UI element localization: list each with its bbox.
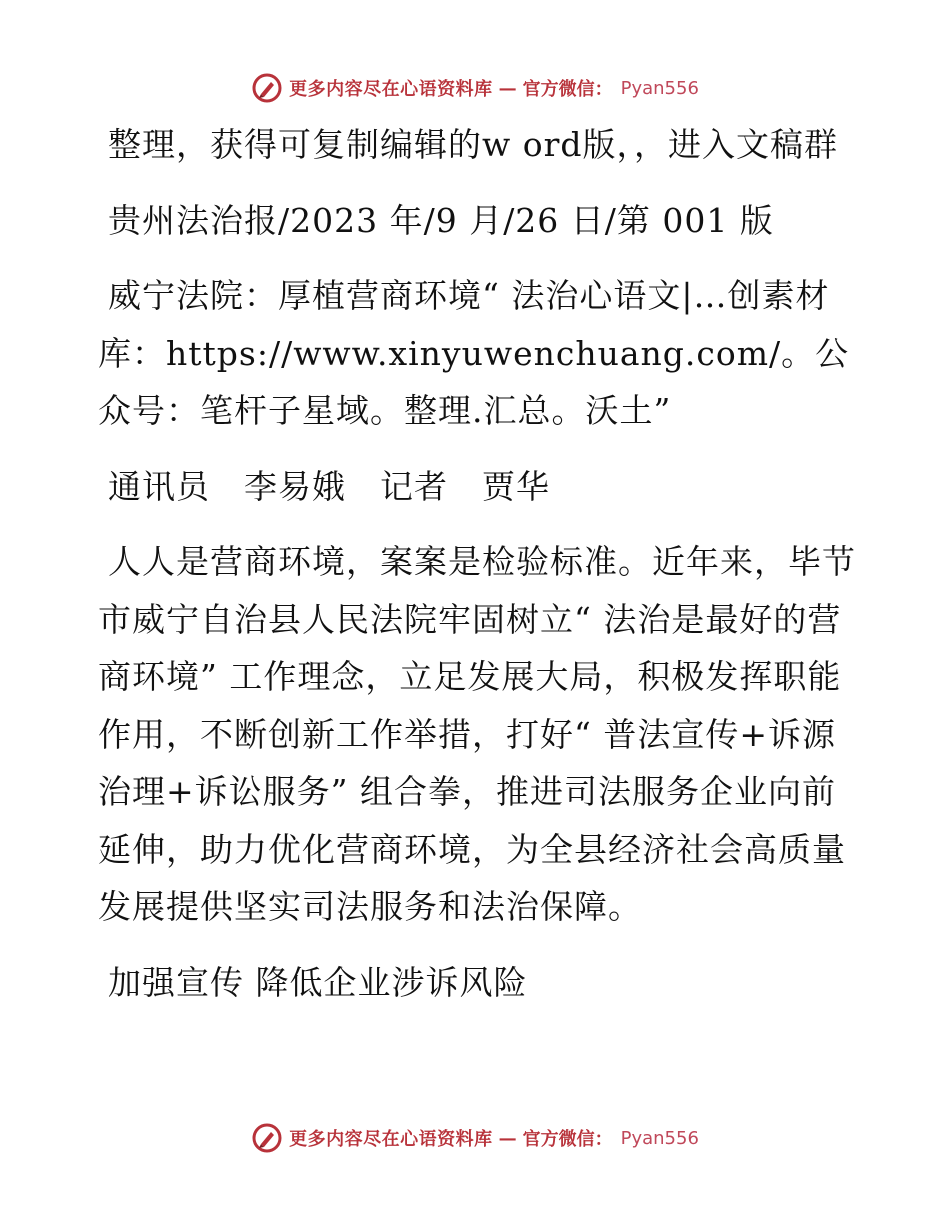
section-heading: 加强宣传 降低企业涉诉风险 — [108, 962, 528, 1002]
source-line: 贵州法治报/2023 年/9 月/26 日/第 001 版 — [108, 200, 774, 240]
banner-separator: — — [498, 77, 517, 99]
banner-wechat-label: 官方微信： — [522, 79, 613, 100]
banner-text: 更多内容尽在心语资料库 — [289, 79, 493, 100]
banner-wechat-id: Pyan556 — [620, 77, 699, 99]
intro-line: 整理，获得可复制编辑的w ord版，，进入文稿群 — [108, 125, 839, 164]
document-body — [98, 116, 858, 1029]
byline: 通讯员 李易娥 记者 贾华 — [108, 466, 550, 506]
footer-banner — [0, 1122, 950, 1154]
pen-logo-icon — [251, 72, 283, 104]
pen-logo-icon — [251, 1122, 283, 1154]
banner-separator: — — [498, 1127, 517, 1149]
banner-wechat-label: 官方微信： — [522, 1129, 613, 1150]
banner-wechat-id: Pyan556 — [620, 1127, 699, 1149]
article-title: 威宁法院：厚植营商环境“ 法治心语文|…创素材库：https://www.xinyuwenchuang.com/。公众号：笔杆子星域。整理.汇总。沃土” — [98, 276, 850, 430]
body-paragraph: 人人是营商环境，案案是检验标准。近年来，毕节市威宁自治县人民法院牢固树立“ 法治是最好的营商环境” 工作理念，立足发展大局，积极发挥职能作用，不断创新工作举措，打好“ 普法宣传+诉源治理+诉讼服务” 组合拳，推进司法服务企业向前延伸，助力优化营商环境，为全县经济社会高质量发展提供坚实司法服务和法治保障。 — [98, 542, 856, 926]
header-banner — [0, 72, 950, 104]
banner-text: 更多内容尽在心语资料库 — [289, 1129, 493, 1150]
